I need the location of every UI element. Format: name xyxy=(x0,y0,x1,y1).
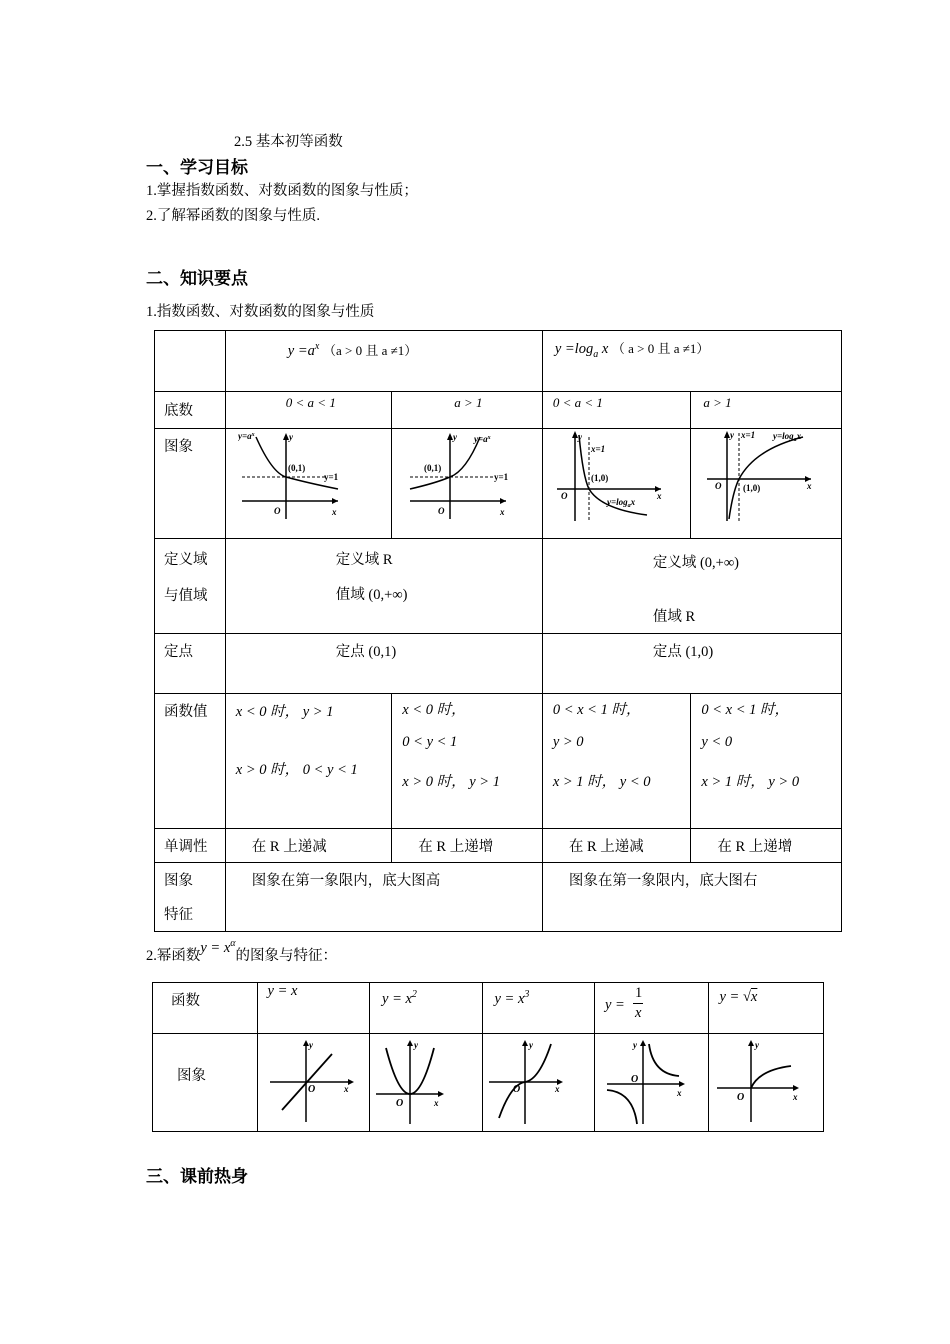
reciprocal-graph xyxy=(605,1036,705,1128)
svg-text:y=1: y=1 xyxy=(494,472,509,482)
page-title: 2.5 基本初等函数 xyxy=(234,134,343,150)
sqrt-graph xyxy=(715,1036,815,1128)
graph-reciprocal xyxy=(594,1034,708,1132)
svg-text:x: x xyxy=(676,1088,682,1098)
svg-text:y=ax: $y=a^x$ xyxy=(474,434,491,444)
svg-text:x: x xyxy=(434,1098,439,1108)
power-function-table: 函数 y = x $y = x^2$ $y = x^3$ y = 1 x y = √x 图象 y x O y x O y x O y x O y x O xyxy=(152,982,824,1132)
svg-text:O: O xyxy=(560,491,568,501)
svg-text:y=1: y=1 xyxy=(323,472,338,482)
svg-text:y: y xyxy=(414,1040,419,1050)
svg-text:y: y xyxy=(632,1040,637,1050)
quadratic-graph xyxy=(374,1036,474,1128)
graph-cubic xyxy=(482,1034,594,1132)
fraction-bar xyxy=(633,1003,643,1004)
objective-2: 2.了解幂函数的图象与性质. xyxy=(146,208,320,224)
svg-text:x: x xyxy=(500,507,505,517)
log-growth-graph xyxy=(707,429,827,527)
exp-growth-graph xyxy=(406,431,516,523)
svg-text:O: O xyxy=(396,1098,404,1109)
corner-cell xyxy=(155,331,226,392)
svg-text:O: O xyxy=(630,1074,639,1085)
svg-text:(0,1): (0,1) xyxy=(287,463,306,473)
svg-text:O: O xyxy=(715,481,722,491)
section2-heading: 二、知识要点 xyxy=(146,269,248,289)
graph-log-increasing xyxy=(691,429,842,539)
svg-text:O: O xyxy=(273,506,281,516)
subsection1-title: 1.指数函数、对数函数的图象与性质 xyxy=(146,304,375,320)
graph-quadratic xyxy=(370,1034,482,1132)
graph-sqrt xyxy=(709,1034,824,1132)
svg-text:y: y xyxy=(730,430,735,440)
exp-log-table: $y =a^x$ （a > 0 且 a ≠1） $y =\log_a$ x （ a > 0 且 a ≠1） 底数 0 < a < 1 a > 1 0 < a < 1 a > 1 图象 $y=a^x$ y (0,1) y=1 O x $y=a^x$ y (0,1) y=1 O x y x=1 (1,0) O $y=\log_ax$ x y x=1 $y=\log_ax$ O (1,0) x 定义域 与值域 定义域 R 值域 (0,+∞) 定义域 (0,+∞) 值域 R 定点 定点 (0,1) 定点 (1,0) 函数值 x < 0 时， y > 1 x > 0 时， 0 < y < 1 x < 0 时， 0 < y < 1 x > 0 时， y > 1 0 < x < 1 时， y > 0 x > 1 时， y < 0 0 < x < 1 时， y < 0 x > 1 时， y > 0 单调性 在 R 上递减 在 R 上递增 在 R 上递减 在 R 上递增 图象 特征 图象在第一象限内，底大图高 图象在第一象限内，底大图右 xyxy=(154,330,842,932)
svg-text:x: x xyxy=(343,1084,349,1094)
svg-text:y: y xyxy=(528,1040,533,1050)
svg-text:O: O xyxy=(737,1092,745,1103)
svg-text:(1,0): (1,0) xyxy=(590,473,609,483)
svg-text:(1,0): (1,0) xyxy=(743,483,761,493)
row-label-base: 底数 xyxy=(155,392,226,429)
exp-header: $y =a^x$ （a > 0 且 a ≠1） xyxy=(225,331,542,392)
svg-text:y: y xyxy=(308,1040,313,1050)
subsection2-title: 2.幂函数$y = x^\alpha$的图象与特征： xyxy=(146,938,338,964)
svg-text:x: x xyxy=(793,1092,798,1102)
graph-log-decreasing xyxy=(542,429,691,539)
svg-text:x=1: x=1 xyxy=(741,430,756,440)
objective-1: 1.掌握指数函数、对数函数的图象与性质； xyxy=(146,183,418,199)
svg-text:y: y xyxy=(288,432,293,442)
svg-text:x: x xyxy=(656,491,662,501)
svg-text:O: O xyxy=(438,506,445,516)
svg-text:O: O xyxy=(512,1084,520,1095)
svg-text:x: x xyxy=(331,507,337,517)
linear-graph xyxy=(264,1036,364,1128)
graph-exp-decreasing xyxy=(225,429,392,539)
svg-text:y: y xyxy=(755,1040,760,1050)
svg-text:(0,1): (0,1) xyxy=(424,463,442,473)
svg-text:y: y xyxy=(577,432,582,442)
svg-text:O: O xyxy=(307,1084,315,1095)
svg-text:x: x xyxy=(554,1084,559,1094)
log-header: $y =\log_a$ x （ a > 0 且 a ≠1） xyxy=(542,331,841,392)
svg-text:y=ax: $y=a^x$ xyxy=(237,431,255,441)
svg-text:y=logax: $y=\log_ax$ xyxy=(773,431,802,443)
exp-decay-graph xyxy=(238,431,348,523)
log-decay-graph xyxy=(557,429,677,527)
section1-heading: 一、学习目标 xyxy=(146,158,248,178)
svg-text:y: y xyxy=(453,432,458,442)
graph-exp-increasing xyxy=(392,429,543,539)
cubic-graph xyxy=(487,1036,587,1128)
svg-text:y=logax: $y=\log_ax$ xyxy=(606,497,635,509)
svg-text:x=1: x=1 xyxy=(590,444,605,454)
graph-linear xyxy=(257,1034,369,1132)
section3-heading: 三、课前热身 xyxy=(146,1167,248,1187)
svg-text:x: x xyxy=(807,481,812,491)
